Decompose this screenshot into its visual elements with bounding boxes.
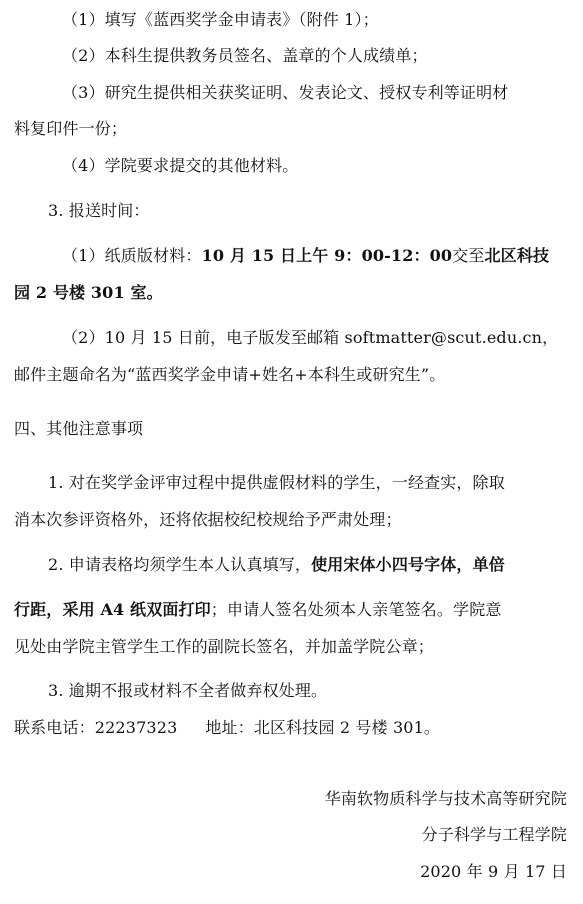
note-2-line-3: 见处由学院主管学生工作的副院长签名，并加盖学院公章； <box>14 637 434 656</box>
section-title: 四、其他注意事项 <box>14 419 144 438</box>
material-item-3-line-2: 料复印件一份； <box>14 119 128 138</box>
paper-submission-line-1 <box>62 246 583 266</box>
paper-prefix: （1）纸质版材料： <box>62 246 202 265</box>
note-2-prefix: 2. 申请表格均须学生本人认真填写， <box>48 555 312 574</box>
note-1-line-1: 1. 对在奖学金评审过程中提供虚假材料的学生，一经查实，除取 <box>48 473 505 492</box>
note-1-line-2: 消本次参评资格外，还将依据校纪校规给予严肃处理； <box>14 510 402 529</box>
material-item-1: （1）填写《蓝西奖学金申请表》（附件 1）； <box>62 10 379 29</box>
electronic-submission-line-1: （2）10 月 15 日前，电子版发至邮箱 softmatter@scut.edu.cn， <box>62 328 559 347</box>
signature-date: 2020 年 9 月 17 日 <box>420 862 567 881</box>
paper-mid: 交至 <box>452 246 485 265</box>
electronic-submission-line-2: 邮件主题命名为“蓝西奖学金申请+姓名+本科生或研究生”。 <box>14 365 446 384</box>
note-2-line-1 <box>48 555 583 575</box>
material-item-2: （2）本科生提供教务员签名、盖章的个人成绩单； <box>62 46 428 65</box>
material-item-4: （4）学院要求提交的其他材料。 <box>62 156 299 175</box>
address-value: 北区科技园 2 号楼 301。 <box>253 718 441 737</box>
submission-heading: 3. 报送时间： <box>48 201 150 220</box>
paper-submission-line-2: 园 2 号楼 301 室。 <box>14 283 163 302</box>
note-2-rest: ；申请人签名处须本人亲笔签名。学院意 <box>210 600 502 619</box>
phone-label: 联系电话： <box>14 718 95 737</box>
note-2-bold-part-2: 行距，采用 A4 纸双面打印 <box>14 600 211 619</box>
paper-place: 北区科技 <box>484 246 550 265</box>
note-2-line-2 <box>14 600 583 620</box>
phone-number: 22237323 <box>94 718 178 737</box>
note-2-bold-part-1: 使用宋体小四号字体，单倍 <box>311 555 505 574</box>
signature-org-2: 分子科学与工程学院 <box>421 825 567 844</box>
contact-line <box>14 718 583 738</box>
note-3: 3. 逾期不报或材料不全者做弃权处理。 <box>48 681 328 700</box>
paper-time: 10 月 15 日上午 9：00-12：00 <box>201 246 453 265</box>
signature-org-1: 华南软物质科学与技术高等研究院 <box>324 789 567 808</box>
material-item-3-line-1: （3）研究生提供相关获奖证明、发表论文、授权专利等证明材 <box>62 83 509 102</box>
address-label: 地址： <box>205 718 254 737</box>
